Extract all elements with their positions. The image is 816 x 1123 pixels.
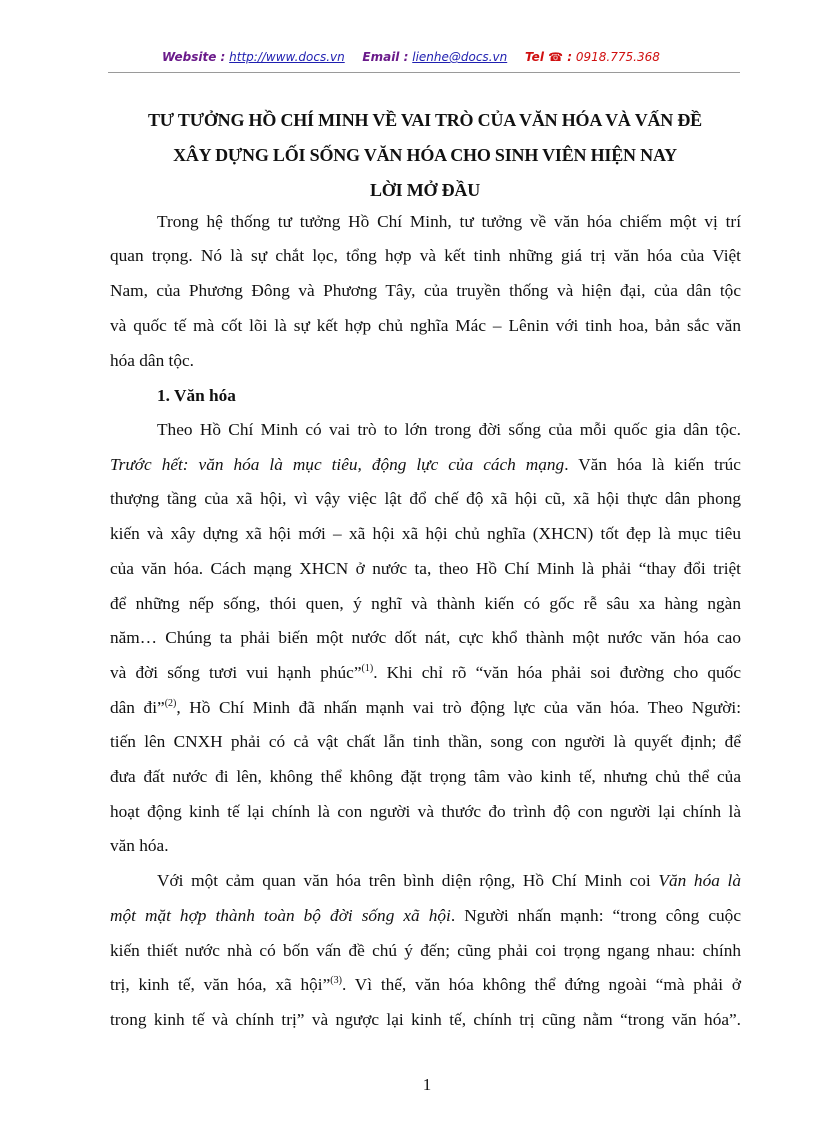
p1-line-4: kiến và xây dựng xã hội mới – xã hội xã hội chủ nghĩa (XHCN) tốt đẹp là mục tiêu [110,524,741,543]
intro-line-4: và quốc tế mà cốt lõi là sự kết hợp chủ nghĩa Mác – Lênin với tinh hoa, bản sắc văn [110,316,741,335]
website-label: Website : [162,50,226,64]
title-line-1: TƯ TƯỞNG HỒ CHÍ MINH VỀ VAI TRÒ CỦA VĂN HÓA VÀ VẤN ĐỀ [148,110,702,130]
intro-line-1: Trong hệ thống tư tưởng Hồ Chí Minh, tư tưởng về văn hóa chiếm một vị trí [157,212,741,231]
p1-line-11: đưa đất nước đi lên, không thể không đặt trọng tâm vào kinh tế, nhưng chủ thể của [110,767,741,786]
website-link[interactable]: http://www.docs.vn [229,50,345,64]
tel-label: Tel ☎ : [525,50,573,64]
email-label: Email : [362,50,409,64]
p1-line-5: của văn hóa. Cách mạng XHCN ở nước ta, theo Hồ Chí Minh là phải “thay đổi triệt [110,559,741,578]
intro-line-2: quan trọng. Nó là sự chắt lọc, tổng hợp và kết tinh những giá trị văn hóa của Việt [110,246,741,265]
phone-number: 0918.775.368 [575,50,660,64]
p2-line-2: một mặt hợp thành toàn bộ đời sống xã hội. Người nhấn mạnh: “trong công cuộc [110,906,741,925]
p1-line-7: năm… Chúng ta phải biến một nước dốt nát, cực khổ thành một nước văn hóa cao [110,628,741,647]
p2-line-5: trong kinh tế và chính trị” và ngược lại kinh tế, chính trị cũng nằm “trong văn hóa”. [110,1010,741,1029]
page-number: 1 [422,1075,432,1094]
p1-line-2: Trước hết: văn hóa là mục tiêu, động lực của cách mạng. Văn hóa là kiến trúc [110,455,741,474]
email-link[interactable]: lienhe@docs.vn [412,50,508,64]
footnote-ref-2[interactable]: (2) [164,698,177,709]
p1-line-13: văn hóa. [110,836,169,855]
italic-phrase: Trước hết: văn hóa là mục tiêu, động lực của cách mạng [110,455,565,474]
section-1-heading: 1. Văn hóa [157,386,236,405]
p2-line-3: kiến thiết nước nhà có bốn vấn đề chú ý đến; cũng phải coi trọng ngang nhau: chính [110,941,741,960]
p1-line-3: thượng tầng của xã hội, vì vậy việc lật đổ chế độ xã hội cũ, xã hội thực dân phong [110,489,741,508]
p1-line-9: dân đi”$^{(2)}$, Hồ Chí Minh đã nhấn mạnh vai trò động lực của văn hóa. Theo Người: [110,698,742,717]
p1-line-8: và đời sống tươi vui hạnh phúc”$^{(1)}$. Khi chỉ rõ “văn hóa phải soi đường cho quốc [110,663,741,682]
title-line-2: XÂY DỰNG LỐI SỐNG VĂN HÓA CHO SINH VIÊN HIỆN NAY [173,145,677,165]
page-header [162,50,660,64]
footnote-ref-1[interactable]: (1) [361,663,374,674]
p1-line-1: Theo Hồ Chí Minh có vai trò to lớn trong đời sống của mỗi quốc gia dân tộc. [157,420,741,439]
section-heading-intro: LỜI MỞ ĐẦU [370,180,480,200]
header-divider [108,72,740,73]
p2-line-4: trị, kinh tế, văn hóa, xã hội”$^{(3)}$. Vì thế, văn hóa không thể đứng ngoài “mà phải ở [110,975,741,994]
p1-line-12: hoạt động kinh tế lại chính là con người và thước đo trình độ con người lại chính là [110,802,741,821]
p1-line-10: tiến lên CNXH phải có cả vật chất lẫn tinh thần, song con người là quyết định; để [110,732,741,751]
intro-line-5: hóa dân tộc. [110,351,194,370]
footnote-ref-3[interactable]: (3) [330,975,342,986]
p1-line-6: để những nếp sống, thói quen, ý nghĩ và thành kiến có gốc rễ sâu xa hàng ngàn [110,594,741,613]
intro-line-3: Nam, của Phương Đông và Phương Tây, của truyền thống và hiện đại, của dân tộc [110,281,741,300]
p2-line-1: Với một cảm quan văn hóa trên bình diện rộng, Hồ Chí Minh coi Văn hóa là [157,871,741,890]
